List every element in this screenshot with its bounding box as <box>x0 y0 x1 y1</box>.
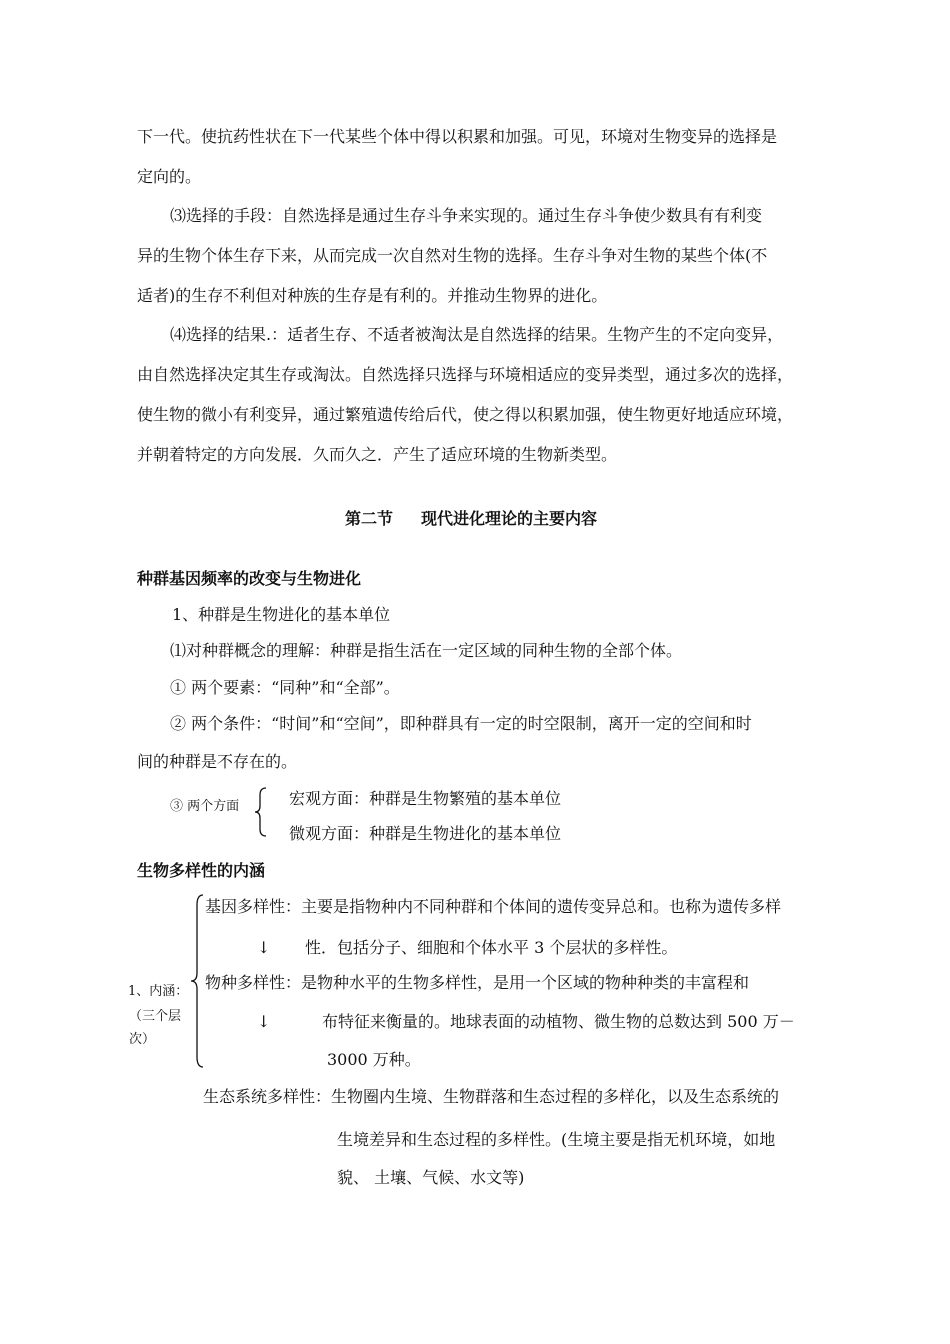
para-2-line-2: 异的生物个体生存下来，从而完成一次自然对生物的选择。生存斗争对生物的某些个体(不 <box>137 246 768 265</box>
para-3-line-3: 使生物的微小有利变异，通过繁殖遗传给后代，使之得以积累加强，使生物更好地适应环境， <box>137 405 794 424</box>
section-number: 第二节 <box>345 509 394 528</box>
section-title: 现代进化理论的主要内容 <box>421 509 598 528</box>
para-3-line-4: 并朝着特定的方向发展．久而久之．产生了适应环境的生物新类型。 <box>137 445 618 464</box>
species-diversity-line-2: 布特征来衡量的。地球表面的动植物、微生物的总数达到 500 万－ <box>322 1012 795 1031</box>
diversity-label-line-1: 1、内涵： <box>128 984 189 999</box>
para-1-line-2: 定向的。 <box>137 167 202 186</box>
population-factors: ① 两个要素：“同种”和“全部”。 <box>170 678 400 697</box>
para-1-line-1: 下一代。使抗药性状在下一代某些个体中得以积累和加强。可见，环境对生物变异的选择是 <box>137 127 778 146</box>
population-concept: ⑴对种群概念的理解：种群是指生活在一定区域的同种生物的全部个体。 <box>170 641 683 660</box>
diversity-brace <box>190 893 206 1069</box>
para-3-line-2: 由自然选择决定其生存或淘汰。自然选择只选择与环境相适应的变异类型，通过多次的选择， <box>137 365 794 384</box>
population-item-1: 1、种群是生物进化的基本单位 <box>172 605 391 624</box>
down-arrow-icon: ↓ <box>257 1012 271 1031</box>
population-conditions-line-1: ② 两个条件：“时间”和“空间”，即种群具有一定的时空限制，离开一定的空间和时 <box>170 714 752 733</box>
micro-aspect: 微观方面：种群是生物进化的基本单位 <box>289 824 562 843</box>
species-diversity-line-3: 3000 万种。 <box>327 1050 421 1069</box>
down-arrow-icon: ↓ <box>257 938 271 957</box>
diversity-heading: 生物多样性的内涵 <box>137 861 266 880</box>
gene-diversity-line-2: 性．包括分子、细胞和个体水平 3 个层状的多样性。 <box>305 938 678 957</box>
ecosystem-diversity-line-2: 生境差异和生态过程的多样性。(生境主要是指无机环境，如地 <box>337 1130 776 1149</box>
ecosystem-diversity-line-1: 生态系统多样性：生物圈内生境、生物群落和生态过程的多样化，以及生态系统的 <box>203 1087 780 1106</box>
diversity-label-line-2: （三个层 <box>129 1009 182 1024</box>
para-2-line-3: 适者)的生存不利但对种族的生存是有利的。并推动生物界的进化。 <box>137 286 608 305</box>
diversity-label-line-3: 次） <box>129 1032 156 1047</box>
species-diversity-line-1: 物种多样性：是物种水平的生物多样性，是用一个区域的物种种类的丰富程和 <box>205 973 750 992</box>
para-2-line-1: ⑶选择的手段：自然选择是通过生存斗争来实现的。通过生存斗争使少数具有有利变 <box>170 206 763 225</box>
gene-diversity-line-1: 基因多样性：主要是指物种内不同种群和个体间的遗传变异总和。也称为遗传多样 <box>205 897 782 916</box>
macro-aspect: 宏观方面：种群是生物繁殖的基本单位 <box>289 789 562 808</box>
ecosystem-diversity-line-3: 貌、 土壤、气候、水文等) <box>337 1168 525 1187</box>
para-3-line-1: ⑷选择的结果.：适者生存、不适者被淘汰是自然选择的结果。生物产生的不定向变异， <box>170 325 784 344</box>
aspects-label: ③ 两个方面 <box>170 799 240 814</box>
population-conditions-line-2: 间的种群是不存在的。 <box>137 752 298 771</box>
aspects-brace <box>254 786 270 838</box>
population-heading: 种群基因频率的改变与生物进化 <box>137 569 362 588</box>
